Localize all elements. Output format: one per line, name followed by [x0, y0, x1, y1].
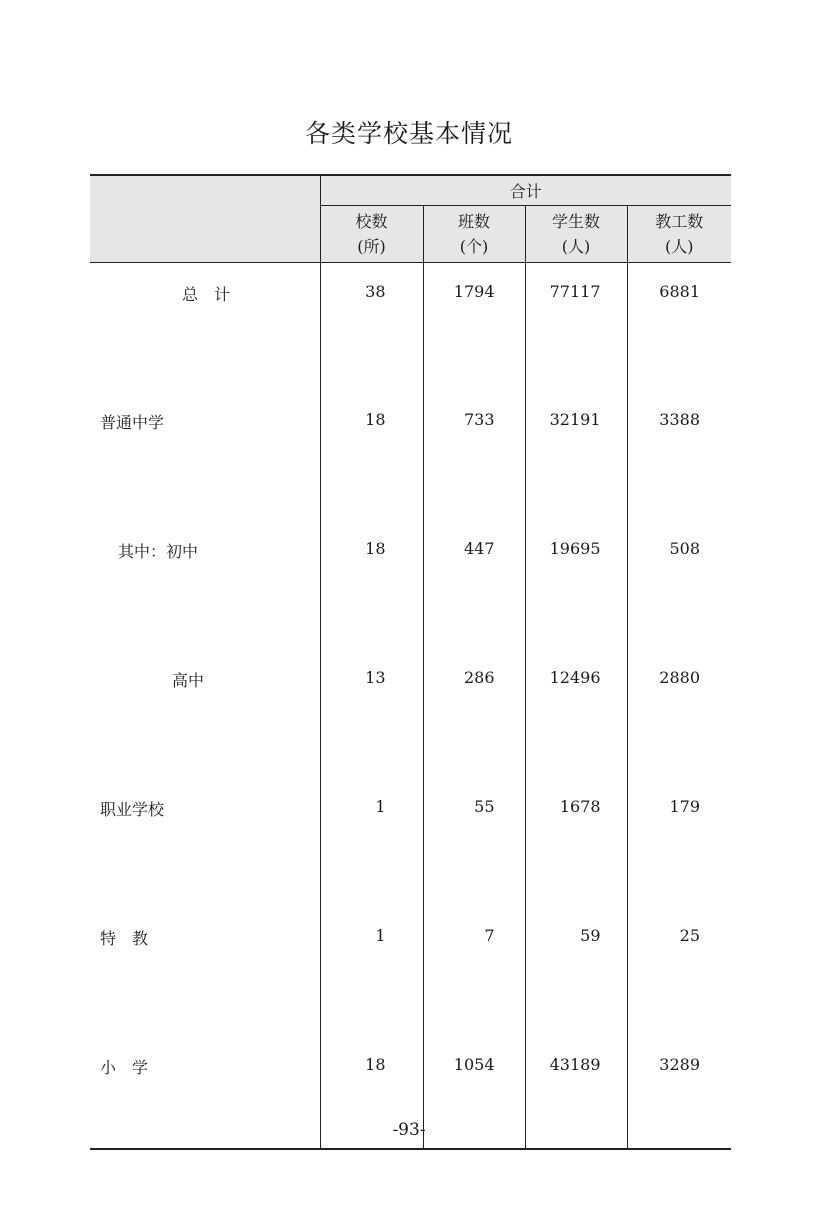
row-label: 高中 [90, 650, 320, 779]
cell-schools: 1 [320, 779, 423, 908]
cell-schools: 18 [320, 392, 423, 521]
column-name: 校数 [355, 212, 388, 231]
cell-students: 77117 [525, 263, 627, 392]
column-name: 班数 [457, 212, 490, 231]
cell-classes: 1054 [423, 1037, 525, 1149]
cell-students: 59 [525, 908, 627, 1037]
cell-staff: 179 [669, 796, 701, 816]
cell-staff: 3289 [627, 1037, 731, 1149]
row-label: 普通中学 [90, 392, 320, 521]
column-unit: (人) [665, 237, 694, 256]
page-number: -93- [392, 1120, 426, 1140]
cell-schools: 18 [320, 521, 423, 650]
table-row-vocational [90, 779, 731, 908]
cell-staff: 3388 [659, 409, 701, 429]
stub-header [90, 175, 320, 263]
column-header-students [525, 206, 627, 263]
cell-classes: 7 [423, 908, 525, 1037]
column-header-classes [423, 206, 525, 263]
cell-students: 32191 [525, 392, 627, 521]
cell-staff: 508 [669, 538, 701, 558]
cell-classes: 447 [423, 521, 525, 650]
table-row-total [90, 263, 731, 392]
page-title: 各类学校基本情况 [304, 119, 513, 148]
cell-schools: 1 [320, 908, 423, 1037]
cell-students: 1678 [525, 779, 627, 908]
cell-staff: 2880 [659, 667, 701, 687]
cell-students: 43189 [525, 1037, 627, 1149]
school-statistics-table [90, 174, 731, 1150]
table-row-junior-high [90, 521, 731, 650]
row-label: 其中：初中 [90, 521, 320, 650]
column-name: 教工数 [655, 212, 704, 231]
cell-classes: 286 [423, 650, 525, 779]
cell-schools: 18 [320, 1037, 423, 1149]
cell-students: 19695 [525, 521, 627, 650]
cell-classes: 1794 [423, 263, 525, 392]
column-unit: (所) [357, 237, 386, 256]
cell-classes: 55 [423, 779, 525, 908]
column-name: 学生数 [551, 212, 600, 231]
school-statistics-table-container [90, 174, 731, 1150]
table-row-senior-high [90, 650, 731, 779]
column-header-staff [627, 206, 731, 263]
cell-students: 12496 [525, 650, 627, 779]
row-label: 总 计 [90, 263, 320, 392]
column-unit: (个) [459, 237, 489, 256]
row-label: 职业学校 [90, 779, 320, 908]
row-label: 特 教 [90, 908, 320, 1037]
cell-schools: 38 [320, 263, 423, 392]
table-row-general-secondary [90, 392, 731, 521]
table-row-special-education [90, 908, 731, 1037]
cell-schools: 13 [320, 650, 423, 779]
column-unit: (人) [561, 237, 591, 256]
cell-staff: 25 [679, 925, 701, 945]
group-header-total: 合计 [320, 175, 731, 206]
row-label: 小 学 [90, 1037, 320, 1149]
cell-staff: 6881 [659, 282, 701, 301]
column-header-schools [320, 206, 423, 263]
cell-classes: 733 [423, 392, 525, 521]
